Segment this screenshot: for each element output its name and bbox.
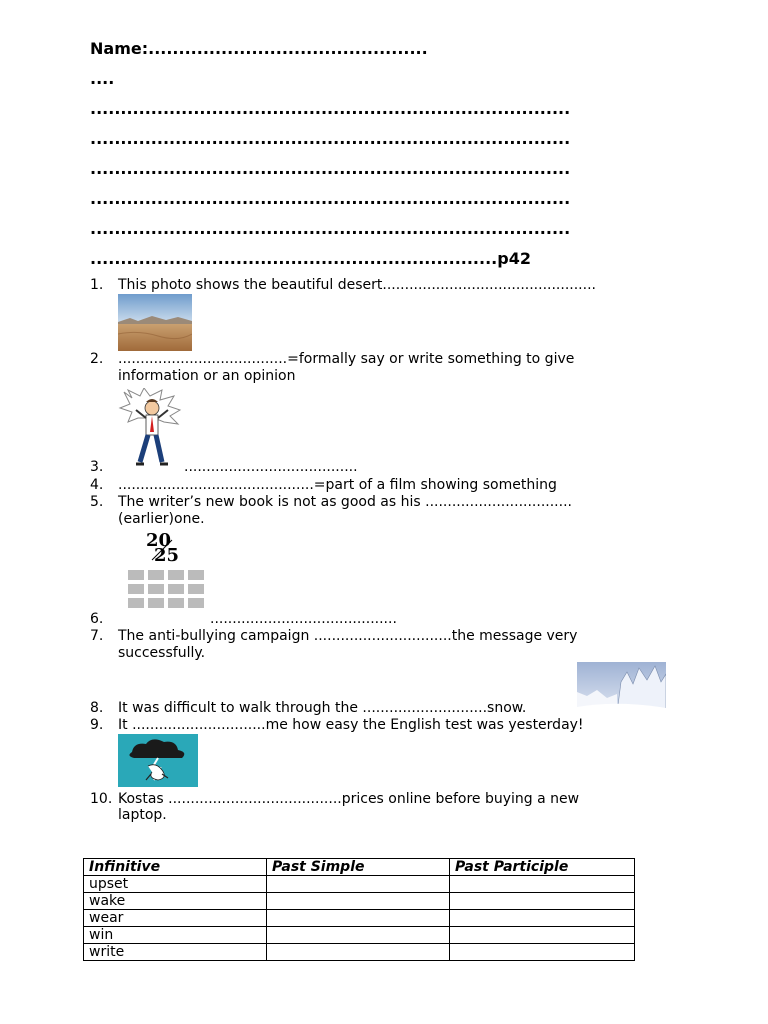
page-ref-line: ...................................................................p42 <box>90 249 531 268</box>
desert-photo <box>118 294 192 351</box>
past-participle-cell[interactable] <box>450 927 635 944</box>
question-text: .......................................... <box>210 611 397 627</box>
question-number: 8. <box>90 700 104 716</box>
past-participle-cell[interactable] <box>450 910 635 927</box>
question-number: 1. <box>90 277 104 293</box>
question-number: 6. <box>90 611 104 627</box>
question-text: It ..............................me how easy the English test was yesterday! <box>118 717 584 733</box>
calendar-year-bottom: 25 <box>154 545 180 566</box>
question-number: 3. <box>90 459 104 475</box>
table-row <box>84 910 635 927</box>
past-simple-cell[interactable] <box>267 876 450 893</box>
question-text: ......................................=formally say or write something to give <box>118 351 575 367</box>
past-simple-cell[interactable] <box>267 910 450 927</box>
dotted-line-1: ............................................................................... <box>90 99 571 118</box>
table-row <box>84 876 635 893</box>
question-text: The writer’s new book is not as good as his ................................. <box>118 494 572 510</box>
dotted-line-4: ............................................................................... <box>90 189 571 208</box>
table-row <box>84 927 635 944</box>
past-participle-cell[interactable] <box>450 876 635 893</box>
past-participle-cell[interactable] <box>450 893 635 910</box>
snow-forest-photo <box>577 662 666 713</box>
shouting-man-illustration <box>118 388 188 470</box>
column-header-past-simple: Past Simple <box>267 859 450 876</box>
infinitive-cell: wear <box>84 910 267 927</box>
question-text: It was difficult to walk through the ............................snow. <box>118 700 527 716</box>
column-header-infinitive: Infinitive <box>84 859 267 876</box>
table-header-row <box>84 859 635 876</box>
dotted-line-3: ............................................................................... <box>90 159 571 178</box>
question-text: ....................................... <box>184 459 358 475</box>
lightning-cloud-illustration <box>118 734 198 787</box>
question-number: 2. <box>90 351 104 367</box>
question-text: The anti-bullying campaign ...............................the message very <box>118 628 578 644</box>
question-number: 10. <box>90 791 113 807</box>
question-text: Kostas .......................................prices online before buying a new <box>118 791 580 807</box>
question-text-cont: (earlier)one. <box>118 511 205 527</box>
dotted-line-2: ............................................................................... <box>90 129 571 148</box>
infinitive-cell: upset <box>84 876 267 893</box>
past-simple-cell[interactable] <box>267 927 450 944</box>
question-number: 7. <box>90 628 104 644</box>
calendar-2025-image <box>124 532 206 614</box>
question-text-cont: laptop. <box>118 807 167 823</box>
verb-forms-table <box>83 858 635 961</box>
table-row <box>84 893 635 910</box>
past-simple-cell[interactable] <box>267 944 450 961</box>
question-number: 9. <box>90 717 104 733</box>
calendar-year-top: 20 <box>146 532 172 551</box>
name-line: Name:.............................................. <box>90 39 428 58</box>
header-line-2: .... <box>90 69 115 88</box>
question-number: 5. <box>90 494 104 510</box>
column-header-past-participle: Past Participle <box>450 859 635 876</box>
question-text: This photo shows the beautiful desert................................................ <box>118 277 596 293</box>
infinitive-cell: win <box>84 927 267 944</box>
question-text: ............................................=part of a film showing something <box>118 477 557 493</box>
past-simple-cell[interactable] <box>267 893 450 910</box>
question-text-cont: successfully. <box>118 645 206 661</box>
question-text-cont: information or an opinion <box>118 368 296 384</box>
infinitive-cell: wake <box>84 893 267 910</box>
dotted-line-5: ............................................................................... <box>90 219 571 238</box>
table-row <box>84 944 635 961</box>
question-number: 4. <box>90 477 104 493</box>
past-participle-cell[interactable] <box>450 944 635 961</box>
infinitive-cell: write <box>84 944 267 961</box>
